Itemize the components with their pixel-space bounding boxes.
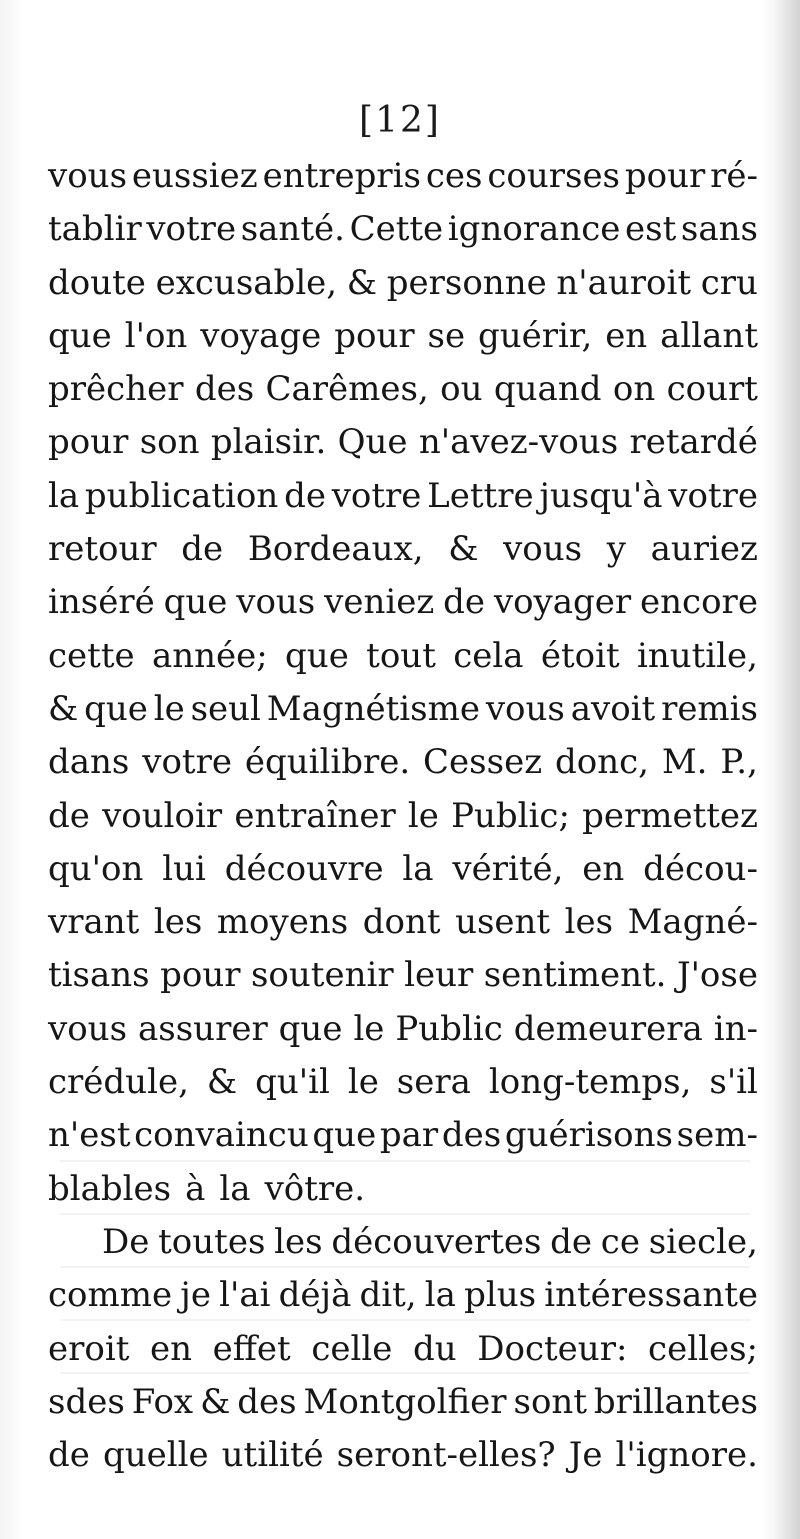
word: la [402,848,434,889]
word: vous [503,529,583,570]
word: & [448,529,479,570]
word: que [84,688,148,729]
word: on [612,369,656,410]
word: quand [493,369,602,410]
text-line [48,257,758,310]
word: pour [48,422,129,463]
word: assurer [138,1008,268,1049]
word: dans [48,742,130,783]
word: n'auroit [556,262,692,303]
word: toutes [158,1221,266,1262]
text-line [48,363,758,416]
word: sdes [48,1381,125,1422]
word: comme [48,1275,173,1316]
text-line [48,683,758,736]
word: de [550,1221,593,1262]
word: le [407,795,439,836]
word: usent [455,902,551,943]
word: crédule, [48,1062,189,1103]
word: De [102,1221,150,1262]
word: veniez [324,582,435,623]
word: est [625,209,677,250]
word: découvre [224,848,384,889]
word: Je [568,1435,603,1476]
word: P., [720,742,758,783]
word: court [666,369,758,410]
word: la [424,1275,456,1316]
word: utilité [221,1435,324,1476]
word: pour [160,955,241,996]
text-line [48,1109,758,1162]
word: permettez [582,795,758,836]
word: effet [212,1328,291,1369]
word: votre [331,475,422,516]
text-line [48,1269,758,1322]
word: Cessez [423,742,543,783]
word: entrepris [262,156,421,196]
word: en [582,848,625,889]
word: ce [600,1221,640,1262]
word: encore [640,582,758,623]
word: pour [624,156,706,196]
word: sem- [676,1115,758,1156]
word: vouloir [102,795,223,836]
word: guérisons [504,1115,673,1156]
word: découvertes [331,1221,542,1262]
word: demeurera [513,1008,703,1049]
word: à [185,1168,206,1209]
word: eroit [48,1328,130,1369]
word: se [427,315,466,356]
word: dont [362,902,441,943]
word: Public [395,1008,503,1049]
text-line [48,1376,758,1429]
text-line [48,416,758,469]
word: le [353,1008,385,1049]
text-line [48,736,758,789]
word: des [441,1115,502,1156]
word: Lettre [427,475,534,516]
text-line [48,1429,758,1482]
word: Fox [131,1381,194,1422]
word: voyager [493,582,632,623]
word: que [278,1008,343,1049]
text-line [48,630,758,683]
text-line [48,470,758,523]
word: les [153,902,203,943]
word: retour [48,529,157,570]
word: publication [84,475,279,516]
word: dit, [359,1275,417,1316]
word: donc, [554,742,649,783]
word: inséré [48,582,155,623]
word: de [284,475,326,516]
word: plus [464,1275,537,1316]
word: inutile, [636,635,758,676]
text-line [48,1163,758,1216]
word: voyage [200,315,322,356]
word: vous [48,156,128,196]
word: allant [660,315,758,356]
text-line [48,310,758,363]
word: le [347,1062,379,1103]
word: Public; [451,795,570,836]
word: votre [142,742,232,783]
word: l'ignore. [615,1435,758,1476]
word: long-temps, [488,1062,692,1103]
word: en [150,1328,193,1369]
word: seul [190,688,261,729]
word: sans [680,209,758,250]
text-line [48,1056,758,1109]
word: ou [440,369,483,410]
word: que [48,315,112,356]
word: l'ai [219,1275,271,1316]
word: des [237,1381,297,1422]
word: doute [48,262,146,303]
word: que [285,635,349,676]
word: leur [404,955,474,996]
word: ré- [710,156,758,196]
text-line [48,1323,758,1376]
word: vous [485,688,565,729]
text-line [48,896,758,949]
word: avoit [570,688,656,729]
word: le [153,688,185,729]
word: jusqu'à [539,475,663,516]
word: votre [668,475,758,516]
word: Magnétisme [266,688,480,729]
word: cela [453,635,524,676]
word: je [180,1275,211,1316]
word: l'on [124,315,188,356]
word: excusable, [155,262,338,303]
word: s'il [709,1062,758,1103]
word: n'est [48,1115,131,1156]
word: auriez [650,529,758,570]
word: & [346,262,378,303]
word: seront-elles? [336,1435,556,1476]
text-line [48,1216,758,1269]
word: en [605,315,648,356]
word: celles; [648,1328,758,1369]
word: J'ose [676,955,758,996]
word: de [181,529,224,570]
word: & [206,1062,238,1103]
word: Que [337,422,408,463]
word: celle [311,1328,393,1369]
word: Cette [349,209,444,250]
word: ignorance [447,209,621,250]
word: Bordeaux, [247,529,424,570]
word: vous [236,582,316,623]
word: vôtre. [264,1168,366,1209]
word: vrant [48,902,140,943]
text-line [48,949,758,1002]
word: plaisir. [210,422,327,463]
word: eussiez [131,156,258,196]
word: personne [386,262,547,303]
page-edge-shadow [774,0,800,1539]
word: de [48,795,90,836]
word: sera [396,1062,471,1103]
word: moyens [216,902,349,943]
word: in- [713,1008,758,1049]
word: blables [48,1168,172,1209]
word: courses [487,156,621,196]
word: tout [366,635,436,676]
word: & [200,1381,231,1422]
word: déjà [278,1275,352,1316]
word: siecle, [648,1221,758,1262]
text-line [48,576,758,629]
word: votre [146,209,237,250]
word: de [443,582,486,623]
word: que [163,582,228,623]
word: n'avez-vous [418,422,619,463]
paragraph-2 [48,1216,758,1482]
word: tisans [48,955,150,996]
word: de [48,1435,90,1476]
word: la [219,1168,251,1209]
word: les [274,1221,323,1262]
word: cru [700,262,758,303]
word: Magné- [627,902,758,943]
word: santé. [240,209,345,250]
word: y [606,529,626,570]
word: remis [661,688,758,729]
word: la [48,475,80,516]
word: intéressante [544,1275,758,1316]
word: que [312,1115,377,1156]
word: Docteur: [477,1328,628,1369]
word: pour [334,315,415,356]
paragraph-1 [48,150,758,1216]
word: les [564,902,614,943]
word: M. [661,742,708,783]
word: convaincu [134,1115,309,1156]
word: qu'il [255,1062,330,1103]
word: des [194,369,255,410]
word: du [412,1328,457,1369]
text-line [48,1003,758,1056]
text-line [48,790,758,843]
word: quelle [102,1435,209,1476]
word: retardé [629,422,758,463]
word: qu'on [48,848,144,889]
word: équilibre. [244,742,411,783]
word: décou- [643,848,758,889]
word: soutenir [250,955,394,996]
word: brillantes [593,1381,758,1422]
word: vérité, [452,848,564,889]
text-line [48,150,758,203]
word: entraîner [234,795,396,836]
text-line [48,203,758,256]
word: guérir, [478,315,593,356]
body-text [48,150,758,1482]
word: sentiment. [483,955,667,996]
word: vous [48,1008,128,1049]
text-line [48,523,758,576]
word: prêcher [48,369,184,410]
word: étoit [540,635,620,676]
word: & [48,688,79,729]
word: cette [48,635,135,676]
word: tablir [48,209,142,250]
word: par [379,1115,439,1156]
word: Montgolfier [303,1381,507,1422]
word: sont [513,1381,587,1422]
word: son [139,422,200,463]
word: année; [151,635,268,676]
page-number: [12] [359,100,441,141]
word: Carêmes, [265,369,429,410]
word: lui [162,848,206,889]
word: ces [425,156,483,196]
text-line [48,843,758,896]
